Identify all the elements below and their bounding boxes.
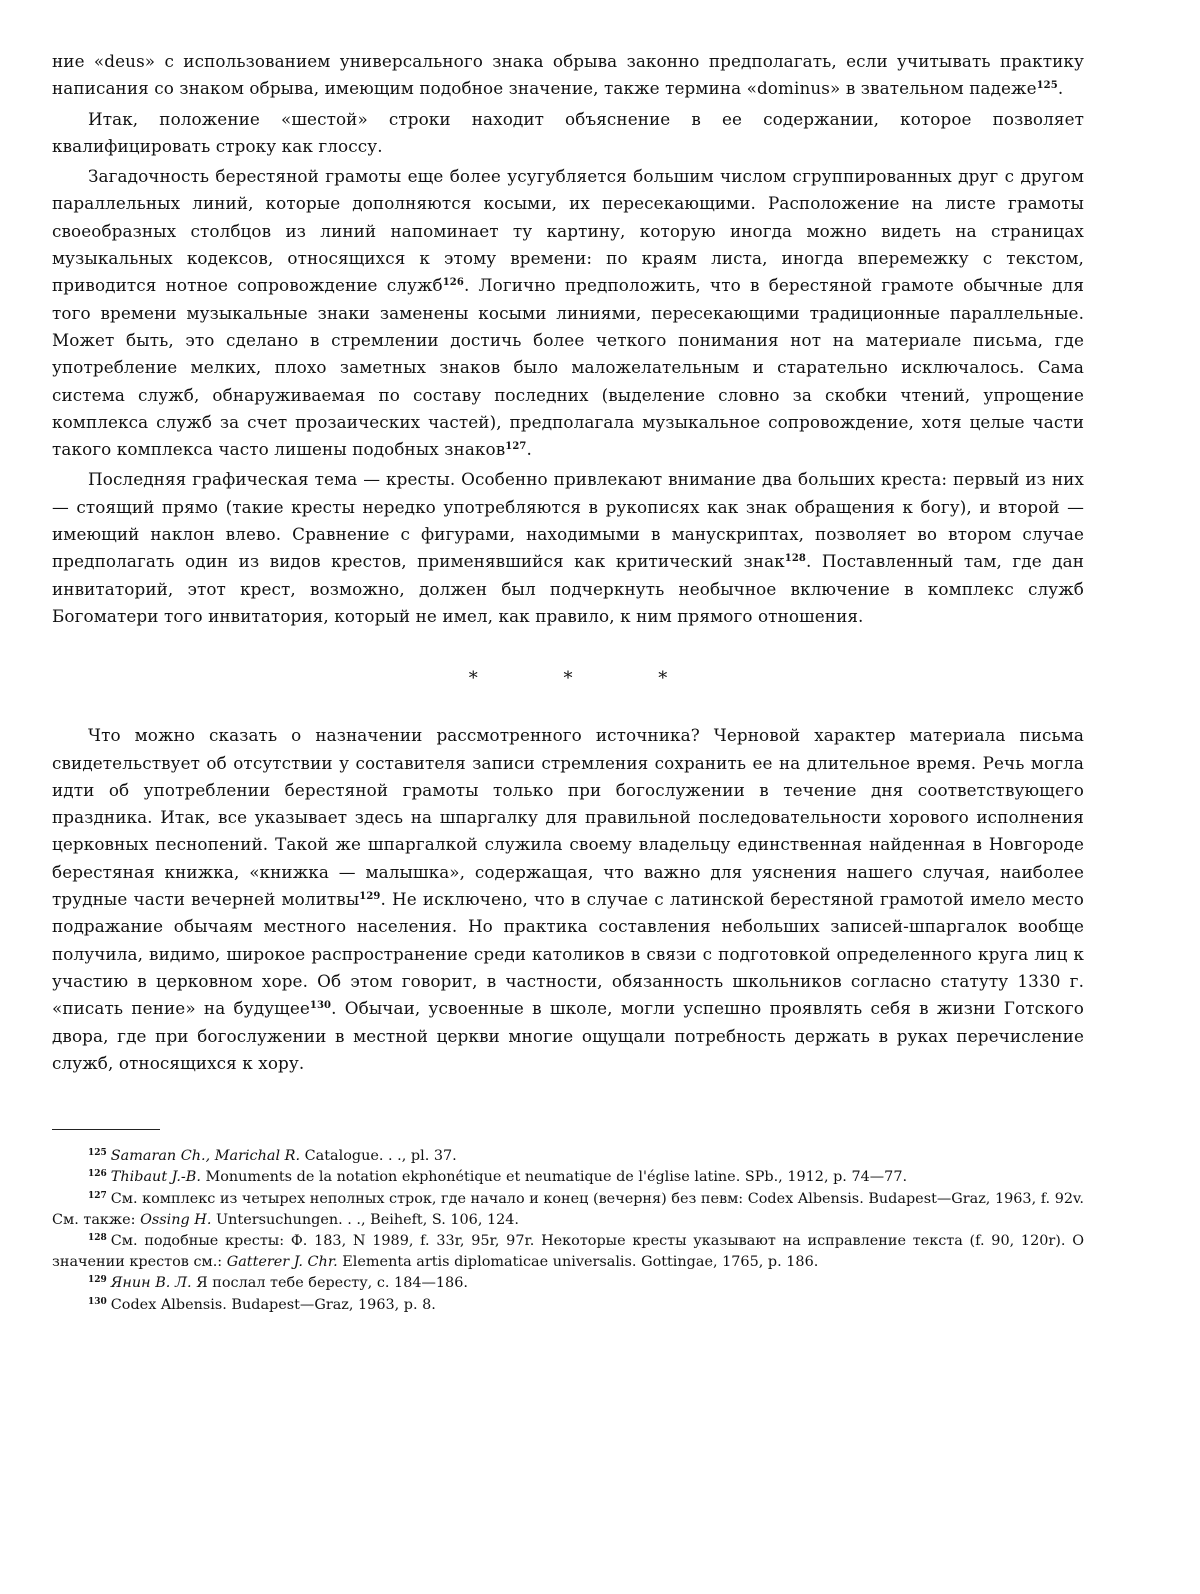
text-run: Untersuchungen. . ., Beiheft, S. 106, 124. xyxy=(211,1211,520,1228)
footnote-rule xyxy=(52,1129,160,1130)
author-name: Thibaut J.-B. xyxy=(110,1169,201,1186)
text-run: Elementa artis diplomaticae universalis. Gottingae, 1765, p. 186. xyxy=(337,1254,819,1271)
author-name: Ossing H. xyxy=(140,1211,212,1228)
footnote-number: 128 xyxy=(88,1232,107,1243)
author-name: Янин В. Л. xyxy=(110,1275,192,1292)
body-text-bottom xyxy=(52,722,1084,1077)
text-run: См. комплекс из четырех неполных строк, где начало и конец (вечерня) без певм: Codex Albensis. Budapest—Graz, 1963, f. 92v. См. также: xyxy=(52,1190,1084,1228)
paragraph xyxy=(52,466,1084,630)
text-run: Codex Albensis. Budapest—Graz, 1963, p. 8. xyxy=(110,1296,436,1313)
footnote-number: 129 xyxy=(88,1275,107,1286)
text-run: . xyxy=(1057,78,1064,99)
footnote-number: 127 xyxy=(88,1190,107,1201)
footnote xyxy=(52,1146,1084,1167)
footnote xyxy=(52,1231,1084,1273)
footnote-reference: 127 xyxy=(505,441,527,453)
footnote-reference: 126 xyxy=(442,277,464,289)
text-run: Итак, положение «шестой» строки находит объяснение в ее содержании, которое позволяет квалифицировать строку как глоссу. xyxy=(52,108,1084,156)
footnote xyxy=(52,1167,1084,1188)
text-run: . Обычаи, усвоенные в школе, могли успешно проявлять себя в жизни Готского двора, где при богослужении в местной церкви многие ощущали потребность держать в руках перечисление служб, относящихся к хору. xyxy=(52,998,1084,1073)
footnote-number: 130 xyxy=(88,1296,107,1307)
author-name: Samaran Ch., Marichal R. xyxy=(110,1148,301,1165)
text-run: Catalogue. . ., pl. 37. xyxy=(300,1148,457,1165)
footnote-number: 125 xyxy=(88,1148,107,1159)
paragraph xyxy=(52,48,1084,103)
footnotes xyxy=(52,1146,1084,1316)
text-run: См. подобные кресты: Ф. 183, N 1989, f. 33r, 95r, 97r. Некоторые кресты указывают на исправление текста (f. 90, 120r). О значении крестов см.: xyxy=(52,1232,1084,1271)
paragraph xyxy=(52,106,1084,161)
text-run: . Не исключено, что в случае с латинской берестяной грамотой имело место подражание обычаям местного населения. Но практика составления небольших записей-шпаргалок вообще получила, видимо, широкое распространение среди католиков в связи с подготовкой определенного круга лиц к участию в церковном хоре. Об этом говорит, в частности, обязанность школьников согласно статуту 1330 г. «писать пение» на будущее xyxy=(52,889,1084,1019)
text-run: . xyxy=(526,439,532,460)
text-run: Последняя графическая тема — кресты. Особенно привлекают внимание два больших креста: первый из них — стоящий прямо (такие кресты нередко употребляются в рукописях как знак обращения к богу), и второй — имеющий наклон влево. Сравнение с фигурами, находимыми в манускриптах, позволяет во втором случае предполагать один из видов крестов, применявшийся как критический знак xyxy=(52,469,1084,572)
text-run: Monuments de la notation ekphonétique et neumatique de l'église latine. SPb., 1912, p. 74—77. xyxy=(200,1169,908,1186)
paragraph xyxy=(52,722,1084,1077)
text-run: Загадочность берестяной грамоты еще более усугубляется большим числом сгруппированных друг с другом параллельных линий, которые дополняются косыми, их пересекающими. Расположение на листе грамоты своеобразных столбцов из линий напоминает ту картину, которую иногда можно видеть на страницах музыкальных кодексов, относящихся к этому времени: по краям листа, иногда вперемежку с текстом, приводится нотное сопровождение служб xyxy=(52,166,1084,296)
text-run: . Логично предположить, что в берестяной грамоте обычные для того времени музыкальные знаки заменены косыми линиями, пересекающими традиционные параллельные. Может быть, это сделано в стремлении достичь более четкого понимания нот на материале письма, где употребление мелких, плохо заметных знаков было маложелательным и старательно исключалось. Сама система служб, обнаруживаемая по составу последних (выделение словно за скобки чтений, упрощение комплекса служб за счет прозаических частей), предполагала музыкальное сопровождение, хотя целые части такого комплекса часто лишены подобных знаков xyxy=(52,275,1085,460)
footnote xyxy=(52,1273,1084,1294)
footnote-reference: 125 xyxy=(1036,80,1058,92)
text-run: . Поставленный там, где дан инвитаторий, этот крест, возможно, должен был подчеркнуть необычное включение в комплекс служб Богоматери того инвитатория, который не имел, как правило, к ним прямого отношения. xyxy=(52,551,1084,626)
footnote xyxy=(52,1295,1084,1316)
footnote-reference: 130 xyxy=(309,1000,332,1012)
footnote-number: 126 xyxy=(88,1169,107,1180)
text-run: Я послал тебе бересту, с. 184—186. xyxy=(191,1275,468,1292)
body-text-top xyxy=(52,48,1084,630)
section-separator: * * * xyxy=(468,668,708,690)
footnote xyxy=(52,1189,1084,1231)
text-run: Что можно сказать о назначении рассмотренного источника? Черновой характер материала письма свидетельствует об отсутствии у составителя записи стремления сохранить ее на длительное время. Речь могла идти об употреблении берестяной грамоты только при богослужении в течение дня соответствующего праздника. Итак, все указывает здесь на шпаргалку для правильной последовательности хорового исполнения церковных песнопений. Такой же шпаргалкой служила своему владельцу единственная найденная в Новгороде берестяная книжка, «книжка — малышка», содержащая, что важно для уяснения нашего случая, наиболее трудные части вечерней молитвы xyxy=(52,725,1084,910)
footnote-reference: 128 xyxy=(784,553,806,565)
author-name: Gatterer J. Chr. xyxy=(226,1254,338,1271)
footnote-reference: 129 xyxy=(359,891,381,903)
page xyxy=(52,48,1084,1316)
paragraph xyxy=(52,163,1084,463)
text-run: ние «deus» с использованием универсального знака обрыва законно предполагать, если учитывать практику написания со знаком обрыва, имеющим подобное значение, также термина «dominus» в звательном падеже xyxy=(52,51,1084,99)
